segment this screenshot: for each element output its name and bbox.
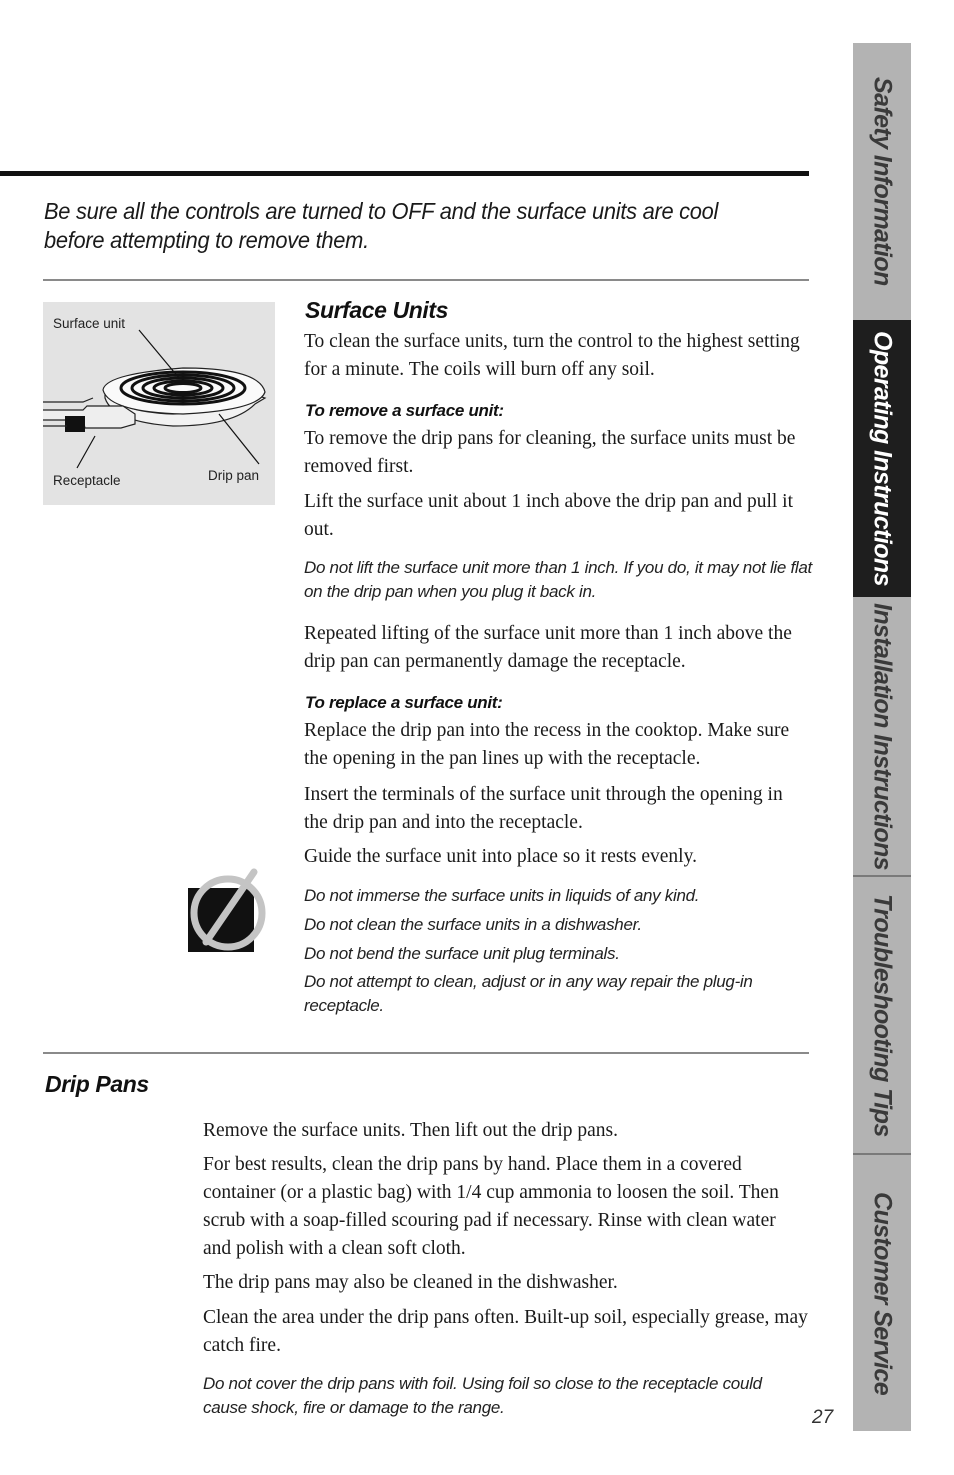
warning-3: Do not bend the surface unit plug terminals. bbox=[304, 944, 620, 963]
remove-paragraph-2: Lift the surface unit about 1 inch above the drip pan and pull it out. bbox=[304, 491, 793, 540]
tab-troubleshooting-tips[interactable] bbox=[853, 877, 911, 1153]
lift-note: Do not lift the surface unit more than 1 inch. If you do, it may not lie flat on the drip pan when you plug it back in. bbox=[304, 558, 812, 601]
surface-units-intro: To clean the surface units, turn the control to the highest setting for a minute. The coils will burn off any soil. bbox=[304, 331, 800, 380]
top-rule bbox=[0, 171, 809, 176]
page-number: 27 bbox=[812, 1407, 834, 1428]
replace-paragraph-3: Guide the surface unit into place so it rests evenly. bbox=[304, 846, 697, 867]
figure-label-receptacle: Receptacle bbox=[53, 473, 121, 488]
remove-paragraph-1: To remove the drip pans for cleaning, the surface units must be removed first. bbox=[304, 428, 796, 477]
drip-pans-title: Drip Pans bbox=[45, 1071, 149, 1097]
figure-label-drip-pan: Drip pan bbox=[208, 468, 260, 483]
intro-text: Be sure all the controls are turned to OFF and the surface units are cool before attempting to remove them. bbox=[44, 198, 719, 253]
drip-pans-foil-note: Do not cover the drip pans with foil. Using foil so close to the receptacle could cause shock, fire or damage to the range. bbox=[203, 1374, 762, 1417]
tab-label: Customer Service bbox=[868, 1191, 897, 1395]
tab-label: Safety Information bbox=[868, 76, 897, 286]
tab-safety-information[interactable] bbox=[853, 43, 911, 319]
section-tab-strip bbox=[853, 43, 911, 1431]
tab-label: Troubleshooting Tips bbox=[868, 893, 897, 1137]
replace-heading: To replace a surface unit: bbox=[305, 693, 503, 712]
drip-pans-paragraph-4: Clean the area under the drip pans often. Built-up soil, especially grease, may catch fire. bbox=[203, 1307, 808, 1356]
drip-pans-paragraph-3: The drip pans may also be cleaned in the dishwasher. bbox=[203, 1272, 618, 1293]
remove-heading: To remove a surface unit: bbox=[305, 401, 504, 420]
tab-installation-instructions[interactable] bbox=[853, 598, 911, 875]
replace-paragraph-2: Insert the terminals of the surface unit through the opening in the drip pan and into the receptacle. bbox=[304, 784, 783, 833]
section-divider-drip-pans bbox=[43, 1052, 809, 1054]
receptacle-damage-paragraph: Repeated lifting of the surface unit more than 1 inch above the drip pan can permanently damage the receptacle. bbox=[304, 623, 792, 672]
tab-label: Installation Instructions bbox=[868, 603, 897, 870]
warning-2: Do not clean the surface units in a dishwasher. bbox=[304, 915, 642, 934]
tab-operating-instructions[interactable] bbox=[853, 320, 911, 597]
drip-pans-paragraph-2: For best results, clean the drip pans by hand. Place them in a covered container (or a plastic bag) with 1/4 cup ammonia to loosen the soil. Then scrub with a soap-filled scouring pad if necessary. Rinse with clean water and polish with a clean soft cloth. bbox=[203, 1154, 779, 1259]
tab-label: Operating Instructions bbox=[868, 331, 897, 586]
figure-label-surface-unit: Surface unit bbox=[53, 316, 126, 331]
surface-unit-figure bbox=[43, 302, 275, 505]
section-divider-top bbox=[43, 279, 809, 281]
prohibition-circle-icon bbox=[188, 866, 270, 952]
drip-pans-paragraph-1: Remove the surface units. Then lift out the drip pans. bbox=[203, 1120, 619, 1141]
warning-1: Do not immerse the surface units in liquids of any kind. bbox=[304, 886, 700, 905]
tab-customer-service[interactable] bbox=[853, 1155, 911, 1431]
replace-paragraph-1: Replace the drip pan into the recess in the cooktop. Make sure the opening in the pan lines up with the receptacle. bbox=[304, 720, 790, 769]
surface-units-title: Surface Units bbox=[305, 297, 449, 323]
warning-4: Do not attempt to clean, adjust or in any way repair the plug-in receptacle. bbox=[304, 972, 753, 1015]
